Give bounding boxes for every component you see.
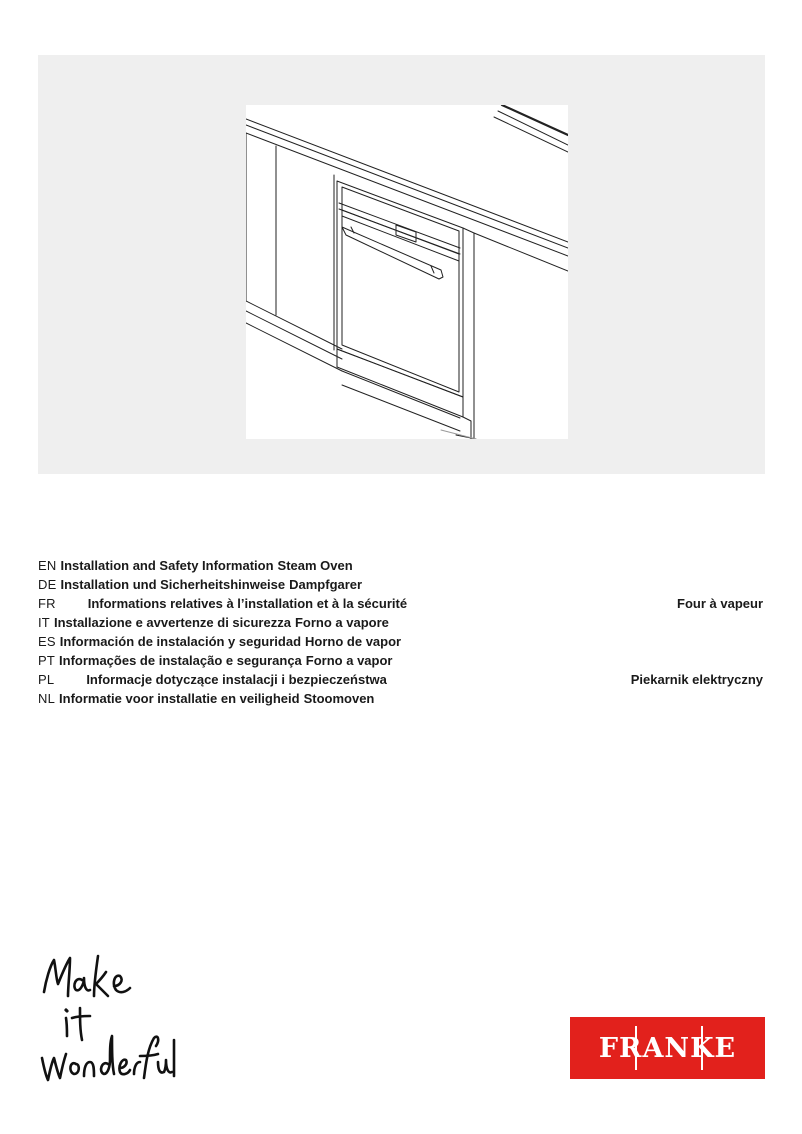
multilingual-title-list	[38, 556, 765, 708]
title-line-en	[38, 556, 765, 575]
title-line-fr	[38, 594, 765, 613]
document-title: Información de instalación y seguridad	[59, 634, 302, 649]
language-code: IT	[38, 615, 50, 630]
oven-illustration	[246, 105, 568, 439]
title-line-es	[38, 632, 765, 651]
franke-logo	[570, 1017, 765, 1079]
product-name: Forno a vapore	[294, 615, 389, 630]
language-code: EN	[38, 558, 57, 573]
document-title: Informações de instalação e segurança	[59, 653, 302, 668]
title-line-pl	[38, 670, 765, 689]
document-title: Informations relatives à l’installation et à la sécurité	[87, 596, 408, 611]
language-code: ES	[38, 634, 56, 649]
document-title: Informatie voor installatie en veiligheid	[59, 691, 300, 706]
document-title: Installazione e avvertenze di sicurezza	[53, 615, 291, 630]
make-it-wonderful-signature	[36, 952, 176, 1082]
document-title: Installation and Safety Information	[60, 558, 274, 573]
title-line-de	[38, 575, 765, 594]
title-line-nl	[38, 689, 765, 708]
product-name: Four à vapeur	[677, 596, 763, 611]
language-code: NL	[38, 691, 56, 706]
product-name: Horno de vapor	[305, 634, 402, 649]
handwritten-slogan	[36, 952, 176, 1082]
language-code: DE	[38, 577, 57, 592]
brand-wordmark: FRANKE	[598, 1032, 737, 1064]
document-title: Installation und Sicherheitshinweise	[60, 577, 286, 592]
title-line-it	[38, 613, 765, 632]
product-name: Piekarnik elektryczny	[630, 672, 763, 687]
product-name: Forno a vapor	[305, 653, 393, 668]
language-code: FR	[38, 596, 56, 611]
title-line-pt	[38, 651, 765, 670]
language-code: PL	[38, 672, 55, 687]
product-name: Stoomoven	[303, 691, 375, 706]
language-code: PT	[38, 653, 56, 668]
product-name: Steam Oven	[277, 558, 353, 573]
hero-image-panel	[38, 55, 765, 474]
product-name: Dampfgarer	[289, 577, 363, 592]
document-title: Informacje dotyczące instalacji i bezpieczeństwa	[86, 672, 387, 687]
